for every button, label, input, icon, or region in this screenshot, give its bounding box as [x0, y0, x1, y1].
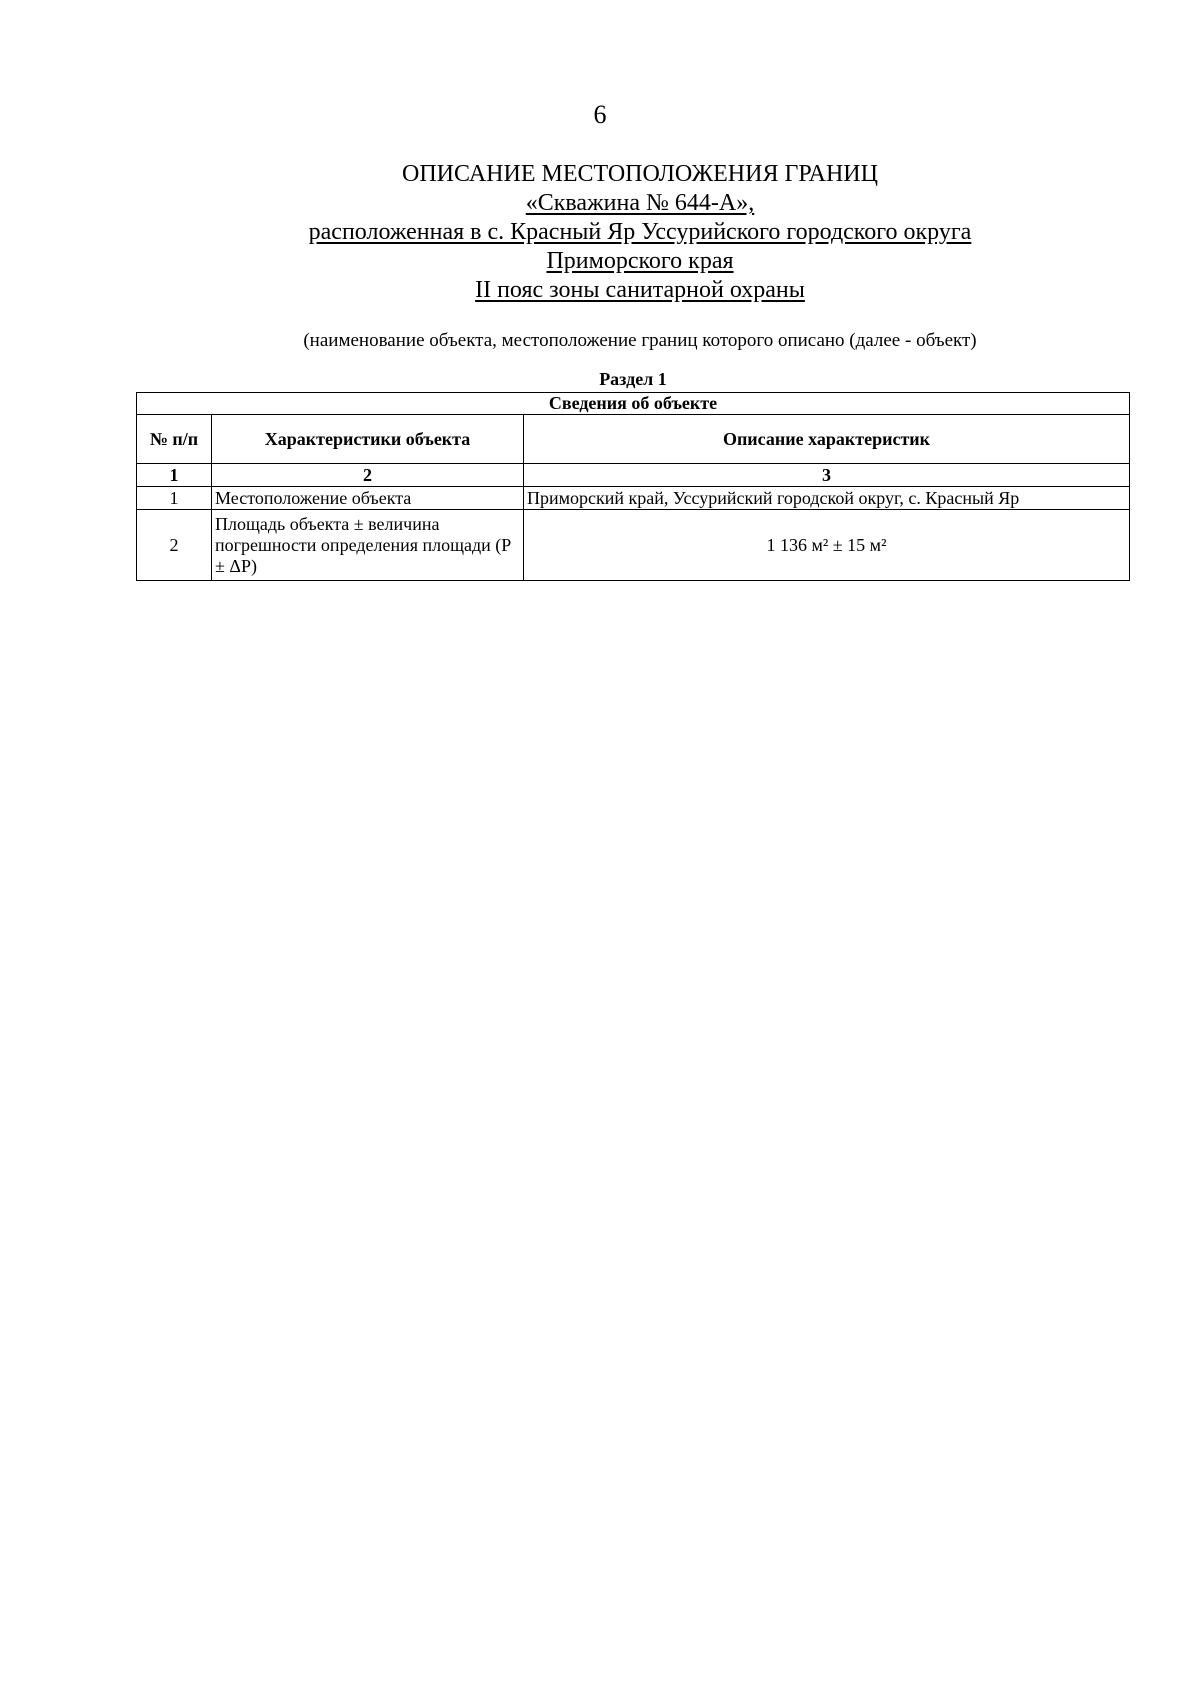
table-index-row [137, 464, 1130, 487]
title-line-2: «Скважина № 644-А», [525, 190, 755, 216]
row-description: 1 136 м² ± 15 м² [524, 510, 1130, 581]
document-title [160, 160, 1120, 305]
row-description: Приморский край, Уссурийский городской округ, с. Красный Яр [524, 487, 1130, 510]
table-title-row [137, 393, 1130, 415]
title-line-5: II пояс зоны санитарной охраны [475, 277, 805, 303]
table-header-row [137, 415, 1130, 464]
header-number: № п/п [137, 415, 212, 464]
row-characteristic: Площадь объекта ± величина погрешности определения площади (P ± ΔP) [212, 510, 524, 581]
row-number: 2 [137, 510, 212, 581]
title-line-4: Приморского края [546, 248, 734, 274]
section-label: Раздел 1 [599, 369, 667, 389]
table-row [137, 510, 1130, 581]
index-cell: 1 [137, 464, 212, 487]
index-cell: 3 [524, 464, 1130, 487]
object-name-caption: (наименование объекта, местоположение границ которого описано (далее - объект) [303, 330, 977, 351]
object-info-table [136, 392, 1130, 581]
header-characteristic: Характеристики объекта [212, 415, 524, 464]
title-line-3: расположенная в с. Красный Яр Уссурийского городского округа [308, 219, 972, 245]
row-number: 1 [137, 487, 212, 510]
table-title: Сведения об объекте [137, 393, 1130, 415]
index-cell: 2 [212, 464, 524, 487]
title-line-1: ОПИСАНИЕ МЕСТОПОЛОЖЕНИЯ ГРАНИЦ [402, 161, 878, 187]
header-description: Описание характеристик [524, 415, 1130, 464]
row-characteristic: Местоположение объекта [212, 487, 524, 510]
table-row [137, 487, 1130, 510]
page-number: 6 [593, 100, 607, 129]
